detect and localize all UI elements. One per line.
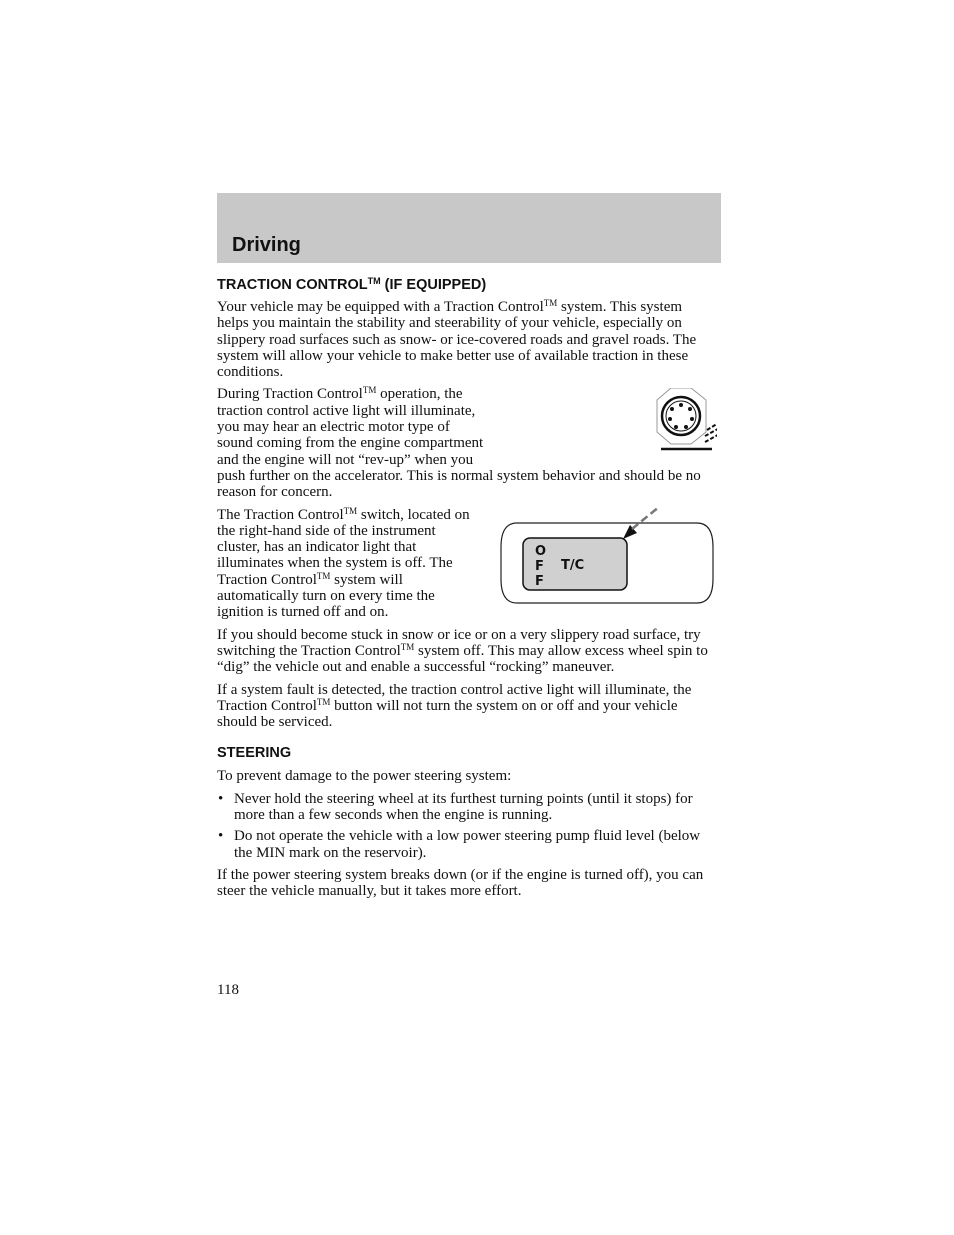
section-title: Driving xyxy=(232,234,301,256)
traction-switch-figure xyxy=(487,507,717,613)
trademark-mark: TM xyxy=(367,276,381,286)
steering-heading: STEERING xyxy=(217,745,292,762)
switch-off-letter: F xyxy=(535,573,544,589)
trademark-mark: TM xyxy=(316,696,331,707)
switch-off-letter: F xyxy=(535,558,544,574)
traction-switch-block xyxy=(217,507,717,621)
traction-paragraph-4: If you should become stuck in snow or ice or on a very slippery road surface, try switching the Traction Control™ system off. This may allow excess wheel spin to “dig” the vehicle out and enable a successful “rocking” maneuver. xyxy=(217,626,708,676)
list-item: • Do not operate the vehicle with a low power steering pump fluid level (below the MIN mark on the reservoir). xyxy=(217,828,717,861)
trademark-mark: TM xyxy=(400,641,415,652)
switch-off-letter: O xyxy=(535,543,547,559)
trademark-mark: TM xyxy=(316,570,331,581)
trademark-mark: TM xyxy=(343,505,358,516)
traction-control-heading: TRACTION CONTROL™ (IF EQUIPPED) xyxy=(217,276,487,293)
steering-closing: If the power steering system breaks down (or if the engine is turned off), you can steer the vehicle manually, but it takes more effort. xyxy=(217,866,704,900)
traction-active-light-figure xyxy=(497,388,717,462)
steering-bullet-list xyxy=(217,791,717,861)
section-header-band xyxy=(217,193,721,263)
page-number: 118 xyxy=(217,982,239,998)
steering-intro: To prevent damage to the power steering system: xyxy=(217,768,512,785)
list-item: • Never hold the steering wheel at its furthest turning points (until it stops) for more than a few seconds when the engine is running. xyxy=(217,791,717,824)
traction-paragraph-1: Your vehicle may be equipped with a Traction Control™ system. This system helps you maintain the stability and steerability of your vehicle, especially on slippery road surfaces such as snow- or ice-covered roads and gravel roads. The system will allow your vehicle to make better use of available traction in these conditions. xyxy=(217,298,697,381)
traction-switch-icon xyxy=(487,507,717,613)
traction-control-icon xyxy=(497,388,717,462)
traction-paragraph-2: During Traction Control™ operation, the traction control active light will illuminate, you may hear an electric motor type of sound coming from the engine compartment and the engine will not “rev-up” when you push further on the accelerator. This is normal system behavior and should be no reason for concern. xyxy=(217,385,701,501)
traction-active-block xyxy=(217,386,717,500)
switch-tc-label: T/C xyxy=(561,557,585,573)
traction-paragraph-5: If a system fault is detected, the traction control active light will illuminate, the Traction Control™ button will not turn the system on or off and your vehicle should be serviced. xyxy=(217,681,692,731)
trademark-mark: TM xyxy=(362,385,377,396)
traction-paragraph-3: The Traction Control™ switch, located on the right-hand side of the instrument cluster, has an indicator light that illuminates when the system is off. The Traction Control™ system will automatically turn on every time the ignition is turned off and on. xyxy=(217,505,470,621)
page-content xyxy=(217,276,717,906)
trademark-mark: TM xyxy=(543,298,558,308)
